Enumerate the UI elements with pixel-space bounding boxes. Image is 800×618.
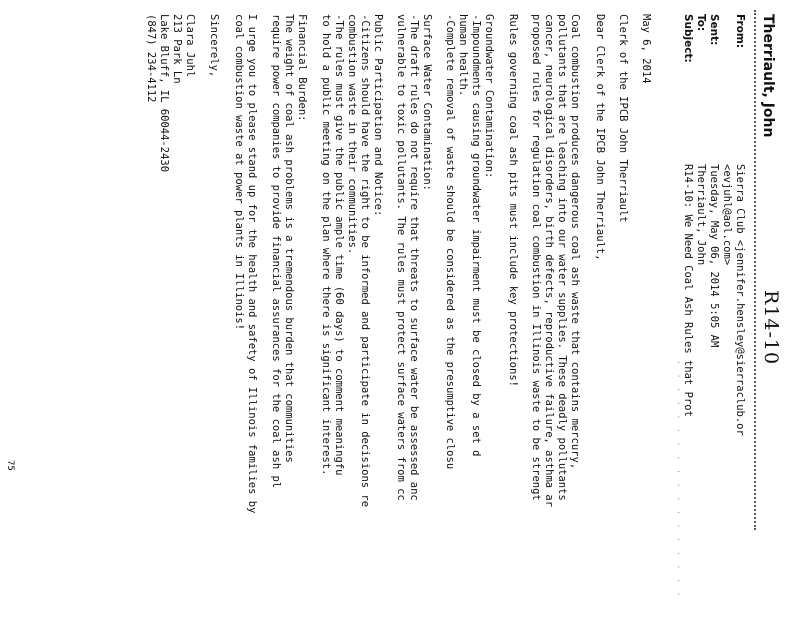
intro-line: proposed rules for regulation coal combustion in Illinois waste to be strengt (530, 14, 542, 501)
public-line: -The rules must give the public ample time (60 days) to comment meaningfu (333, 14, 345, 476)
rules-intro: Rules governing coal ash pits must include key protections! (507, 14, 519, 387)
financial-line: The weight of coal ash problems is a tremendous burden that communities (283, 14, 295, 463)
surface-line: vulnerable to toxic pollutants. The rules must protect surface waters from cc (395, 14, 407, 501)
letter-salutation: Dear Clerk of the IPCB John Therriault, (594, 14, 606, 261)
letter-date: May 6, 2014 (640, 14, 652, 84)
intro-line: Coal combustion produces dangerous coal ash waste that contains mercury, (569, 14, 581, 470)
public-line: combustion waste in their communities. (346, 14, 358, 255)
subject-label: Subject: (682, 14, 694, 63)
sent-label: Sent: (708, 14, 720, 46)
signature-phone: (847) 234-4112 (145, 14, 157, 103)
financial-line: require power companies to provide financial assurances for the coal ash pl (270, 14, 282, 489)
signature-name: Clara Juhl (184, 14, 196, 78)
to-label: To: (695, 14, 707, 32)
surface-line: -The draft rules do not require that threats to surface water be assessed anc (408, 14, 420, 501)
letter-recipient: Clerk of the IPCB John Therriault (617, 14, 629, 223)
financial-heading: Financial Burden: (296, 14, 308, 122)
groundwater-line: -Complete removal of waste should be considered as the presumptive closu (444, 14, 456, 470)
from-value-2: <evjuhl@aol.com> (721, 164, 733, 266)
groundwater-heading: Groundwater Contamination: (483, 14, 495, 179)
scan-artifact-dots: · · · · · · · · · · · · · · · · · · (674, 360, 683, 599)
to-value: Therriault, John (695, 164, 707, 266)
intro-line: cancer, neurological disorders, birth defects, reproductive failure, asthma ar (543, 14, 555, 508)
public-line: to hold a public meeting on the plan where there is significant interest. (320, 14, 332, 476)
sender-name: Therriault, John (760, 14, 776, 138)
signature-city: Lake Bluff, IL 60044-2430 (158, 14, 170, 173)
public-line: -Citizens should have the right to be informed and participate in decisions re (359, 14, 371, 508)
header-divider (754, 10, 756, 530)
page-number: 75 (5, 460, 15, 471)
document-reference: R14-10 (760, 290, 782, 366)
signoff: Sincerely, (208, 14, 220, 78)
signature-street: 213 Park Ln (171, 14, 183, 84)
from-label: From: (734, 14, 746, 49)
groundwater-line: human health. (457, 14, 469, 97)
closing-line: I urge you to please stand up for the health and safety of Illinois families by (246, 14, 258, 514)
groundwater-line: -Impoundments causing groundwater impairment must be closed by a set d (470, 14, 482, 457)
closing-line: coal combustion waste at power plants in Illinois! (233, 14, 245, 331)
intro-line: pollutants that are leaching into our water supplies. These deadly pollutants (556, 14, 568, 501)
sent-value: Tuesday, May 06, 2014 5:05 AM (708, 164, 720, 348)
from-value: Sierra Club <jennifer.hensley@sierraclub.or (734, 164, 746, 436)
public-heading: Public Participation and Notice: (372, 14, 384, 217)
surface-heading: Surface Water Contamination: (421, 14, 433, 192)
subject-value: R14-10: We Need Coal Ash Rules that Prot (682, 164, 694, 417)
